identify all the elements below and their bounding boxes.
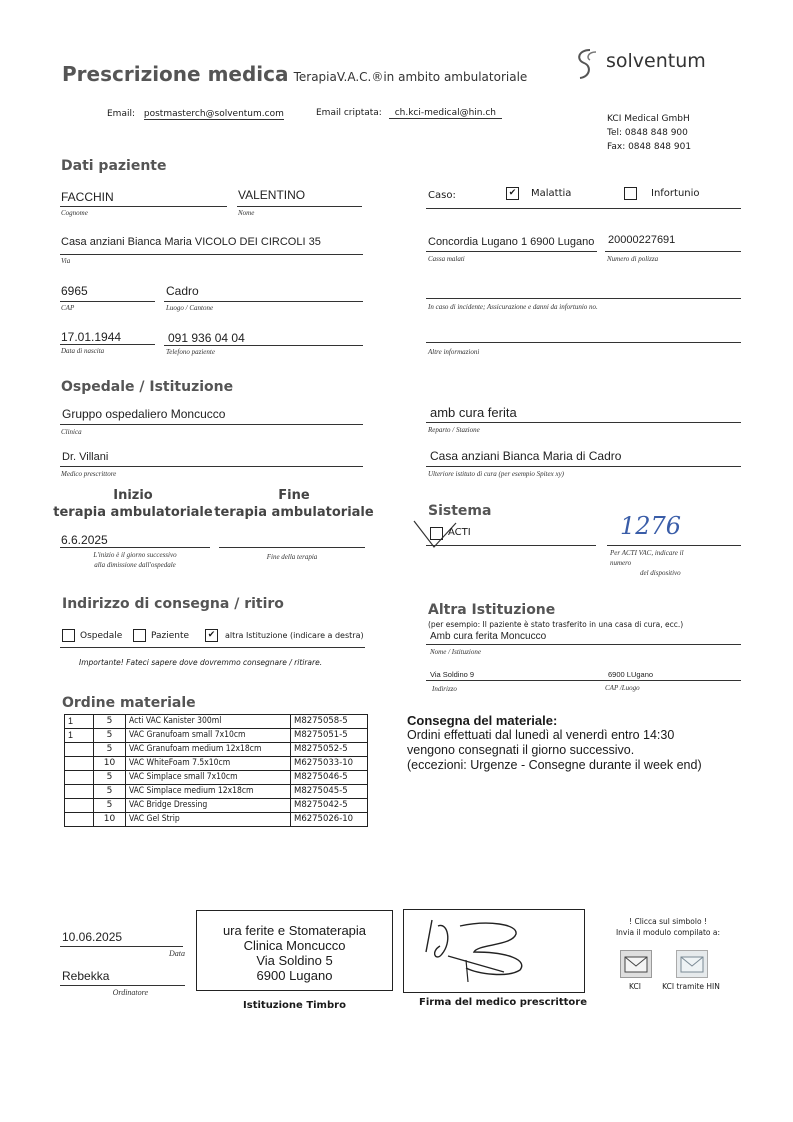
paziente-checkbox[interactable] [133, 629, 146, 642]
doctor-value: Dr. Villani [62, 451, 109, 463]
altra-checkbox[interactable]: ✔ [205, 629, 218, 642]
order-desc: VAC WhiteFoam 7.5x10cm [126, 757, 291, 771]
order-row [65, 757, 368, 771]
date-value: 10.06.2025 [62, 930, 123, 944]
phone-label: Telefono paziente [166, 348, 215, 356]
section-hospital: Ospedale / Istituzione [61, 379, 234, 395]
email-link[interactable]: postmasterch@solventum.com [143, 109, 284, 119]
order-row [65, 799, 368, 813]
order-qty [65, 813, 94, 827]
order-desc: VAC Granufoam small 7x10cm [126, 729, 291, 743]
email-enc-link[interactable]: ch.kci-medical@hin.ch [389, 108, 502, 119]
order-row [65, 743, 368, 757]
other-inst-street-label: Indirizzo [432, 685, 457, 693]
dob-value: 17.01.1944 [61, 330, 122, 344]
kci-label: KCI [629, 982, 641, 991]
order-qty [65, 799, 94, 813]
section-other-inst: Altra Istituzione [428, 602, 556, 618]
start-title-2: terapia ambulatoriale [53, 505, 213, 520]
other-info-label: Altre informazioni [428, 348, 480, 356]
order-qty [65, 785, 94, 799]
other-inst-example: (per esempio: Il paziente è stato trasferito in una casa di cura, ecc.) [428, 620, 684, 629]
stamp-line-2: Clinica Moncucco [243, 938, 346, 953]
cap-value: 6965 [61, 284, 88, 298]
city-value: Cadro [166, 284, 199, 298]
email-enc-row [316, 108, 502, 118]
clinic-label: Clinica [61, 428, 82, 436]
order-pack: 5 [94, 729, 126, 743]
city-label: Luogo / Cantone [166, 304, 214, 312]
order-code: M6275026-10 [291, 813, 368, 827]
name-label: Nome [238, 209, 255, 217]
signature-mark [408, 912, 583, 990]
envelope-icon [621, 951, 651, 977]
order-code: M8275045-5 [291, 785, 368, 799]
order-code: M8275046-5 [291, 771, 368, 785]
device-note [610, 548, 684, 578]
policy-label: Numero di polizza [607, 255, 659, 263]
start-title-1: Inizio [113, 488, 153, 503]
end-title [213, 487, 375, 521]
consegna-title: Consegna del materiale: [407, 713, 558, 728]
case-label: Caso: [428, 190, 456, 201]
start-note [60, 550, 210, 570]
end-title-1: Fine [278, 488, 310, 503]
order-qty [65, 771, 94, 785]
name-value: VALENTINO [238, 188, 306, 202]
cap-label: CAP [61, 304, 75, 312]
other-inst-name-label: Nome / Istituzione [430, 648, 481, 656]
ward-value: amb cura ferita [430, 405, 517, 420]
street-label: Via [61, 257, 71, 265]
order-code: M8275052-5 [291, 743, 368, 757]
consegna-line-2: vengono consegnati il giorno successivo. [407, 743, 635, 757]
start-value: 6.6.2025 [61, 533, 108, 547]
envelope-hin-icon [677, 951, 707, 977]
order-qty [65, 757, 94, 771]
altra-label: altra Istituzione (indicare a destra) [225, 631, 364, 640]
order-qty: 1 [65, 715, 94, 729]
device-note-2: numero [610, 559, 632, 567]
phone-value: 091 936 04 04 [168, 331, 245, 345]
title-sub: TerapiaV.A.C.®in ambito ambulatoriale [293, 70, 528, 84]
section-order: Ordine materiale [62, 695, 196, 711]
send-instr-1: ! Clicca sul simbolo ! [629, 917, 707, 926]
ospedale-checkbox[interactable] [62, 629, 75, 642]
other-inst-name: Amb cura ferita Moncucco [430, 631, 547, 642]
consegna-block [407, 713, 702, 773]
other-inst-city: 6900 LUgano [608, 670, 654, 679]
kci-mail-button[interactable] [620, 950, 652, 978]
acti-label: ACTI [448, 527, 471, 538]
brand-name: solventum [606, 50, 706, 72]
malattia-checkbox[interactable]: ✔ [506, 187, 519, 200]
order-row [65, 729, 368, 743]
order-desc: VAC Simplace medium 12x18cm [126, 785, 291, 799]
further-label: Ulteriore istituto di cura (per esempio Spitex xy) [428, 470, 565, 478]
consegna-line-1: Ordini effettuati dal lunedì al venerdì entro 14:30 [407, 728, 675, 742]
order-code: M8275042-5 [291, 799, 368, 813]
page-title [62, 62, 527, 86]
other-inst-street: Via Soldino 9 [430, 670, 475, 679]
surname-value: FACCHIN [61, 190, 114, 204]
order-pack: 10 [94, 813, 126, 827]
order-code: M8275051-5 [291, 729, 368, 743]
start-note-2: alla dimissione dall'ospedale [94, 561, 176, 569]
device-note-3: del dispositivo [640, 569, 681, 577]
order-desc: VAC Bridge Dressing [126, 799, 291, 813]
paziente-label: Paziente [151, 631, 190, 641]
order-qty: 1 [65, 729, 94, 743]
company-info [607, 112, 691, 154]
important-note: Importante! Fateci sapere dove dovremmo consegnare / ritirare. [79, 658, 323, 667]
order-row [65, 785, 368, 799]
solventum-logo [570, 46, 740, 82]
send-instr-2: Invia il modulo compilato a: [615, 928, 721, 937]
order-pack: 10 [94, 757, 126, 771]
dob-label: Data di nascita [61, 347, 105, 355]
solventum-icon [570, 46, 604, 82]
stamp-label: Istituzione Timbro [243, 1000, 346, 1011]
kci-hin-label: KCI tramite HIN [662, 982, 720, 991]
start-title [52, 487, 214, 521]
further-value: Casa anziani Bianca Maria di Cadro [430, 449, 622, 463]
order-pack: 5 [94, 771, 126, 785]
other-inst-city-label: CAP /Luogo [605, 684, 640, 692]
start-note-1: L'inizio è il giorno successivo [93, 551, 177, 559]
malattia-label: Malattia [531, 188, 572, 199]
end-title-2: terapia ambulatoriale [214, 505, 374, 520]
order-desc: VAC Granufoam medium 12x18cm [126, 743, 291, 757]
insurer-label: Cassa malati [428, 255, 465, 263]
order-qty [65, 743, 94, 757]
order-row [65, 813, 368, 827]
email-row [107, 109, 284, 119]
orderer-value: Rebekka [62, 969, 110, 983]
infortunio-label: Infortunio [651, 188, 700, 199]
insurer-value: Concordia Lugano 1 6900 Lugano [428, 236, 595, 248]
stamp-text [196, 923, 393, 983]
clinic-value: Gruppo ospedaliero Moncucco [62, 407, 226, 421]
order-code: M6275033-10 [291, 757, 368, 771]
incident-label: In caso di incidente; Assicurazione e danni da infortunio no. [428, 303, 598, 311]
order-code: M8275058-5 [291, 715, 368, 729]
order-desc: Acti VAC Kanister 300ml [126, 715, 291, 729]
order-row [65, 771, 368, 785]
orderer-label: Ordinatore [112, 988, 148, 997]
stamp-line-4: 6900 Lugano [256, 968, 333, 983]
date-label: Data [169, 949, 185, 958]
company-fax: Fax: 0848 848 901 [607, 142, 692, 152]
device-number: 1276 [620, 512, 682, 540]
device-note-1: Per ACTI VAC, indicare il [610, 549, 684, 557]
order-pack: 5 [94, 715, 126, 729]
section-delivery: Indirizzo di consegna / ritiro [62, 596, 284, 612]
ospedale-label: Ospedale [80, 631, 123, 641]
order-table [64, 714, 368, 827]
consegna-line-3: (eccezioni: Urgenze - Consegne durante il week end) [407, 758, 702, 772]
company-name: KCI Medical GmbH [607, 114, 690, 124]
send-instructions [612, 916, 724, 938]
stamp-line-3: Via Soldino 5 [256, 953, 333, 968]
section-patient: Dati paziente [61, 158, 167, 174]
surname-label: Cognome [61, 209, 88, 217]
title-main: Prescrizione medica [62, 62, 289, 86]
ward-label: Reparto / Stazione [428, 426, 480, 434]
policy-value: 20000227691 [608, 234, 676, 246]
end-label: Fine della terapia [266, 553, 318, 561]
email-enc-label: Email criptata: [316, 108, 382, 118]
order-pack: 5 [94, 743, 126, 757]
order-desc: VAC Gel Strip [126, 813, 291, 827]
doctor-label: Medico prescrittore [61, 470, 117, 478]
kci-hin-mail-button[interactable] [676, 950, 708, 978]
street-value: Casa anziani Bianca Maria VICOLO DEI CIRCOLI 35 [61, 236, 321, 248]
section-system: Sistema [428, 503, 492, 519]
stamp-line-1: ura ferite e Stomaterapia [222, 923, 367, 938]
order-desc: VAC Simplace small 7x10cm [126, 771, 291, 785]
infortunio-checkbox[interactable] [624, 187, 637, 200]
order-row [65, 715, 368, 729]
signature-label: Firma del medico prescrittore [418, 997, 587, 1008]
order-pack: 5 [94, 785, 126, 799]
company-tel: Tel: 0848 848 900 [607, 128, 688, 138]
order-pack: 5 [94, 799, 126, 813]
email-label: Email: [107, 109, 136, 119]
